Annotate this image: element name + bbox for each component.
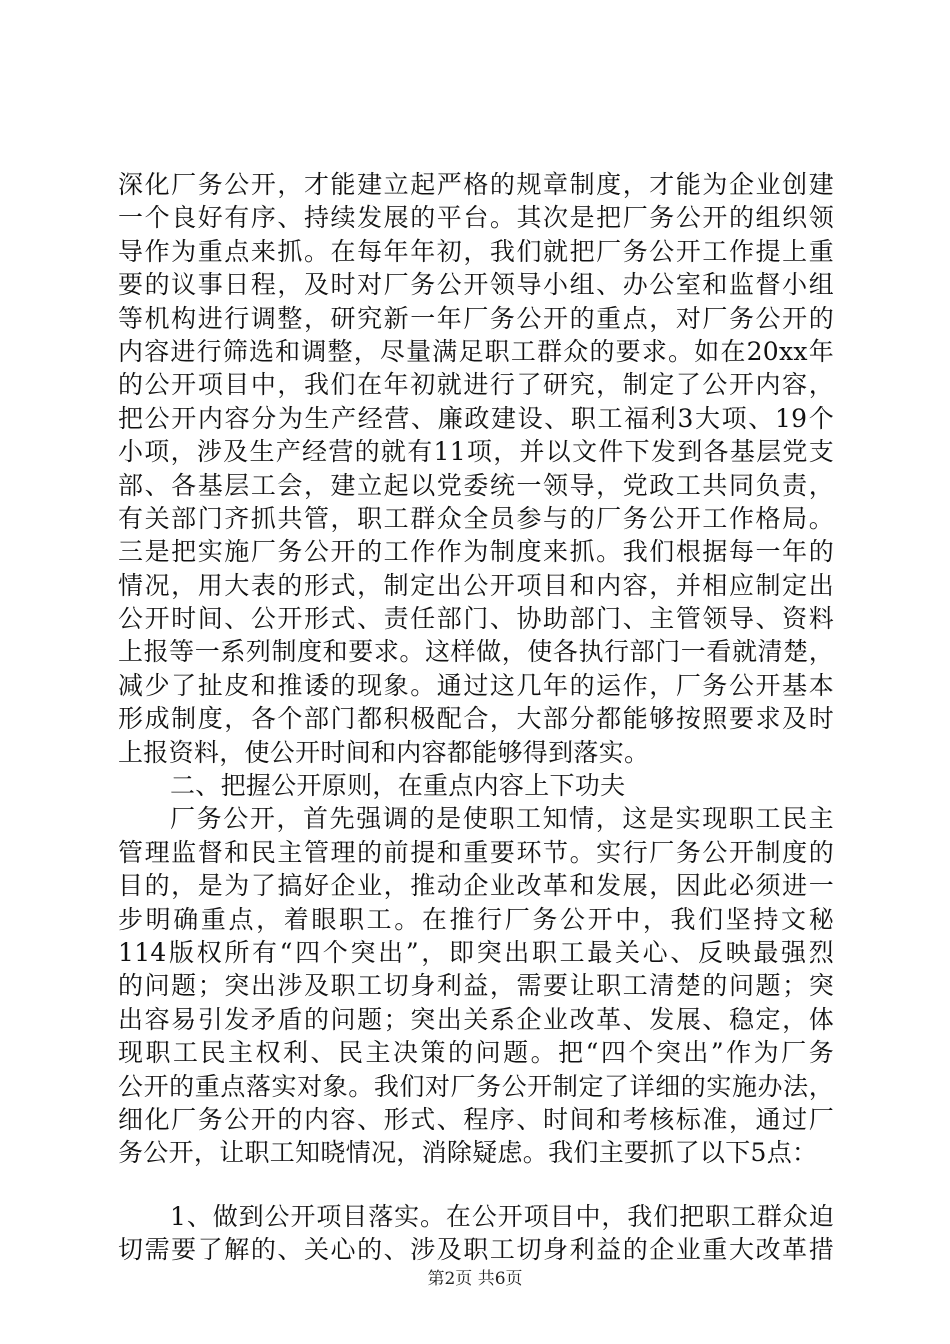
- text-line: 有关部门齐抓共管，职工群众全员参与的厂务公开工作格局。: [118, 503, 834, 533]
- text-line: 现职工民主权利、民主决策的问题。把“四个突出”作为厂务: [118, 1038, 834, 1068]
- text-line: 把公开内容分为生产经营、廉政建设、职工福利3大项、19个: [118, 403, 834, 433]
- text-line: 细化厂务公开的内容、形式、程序、时间和考核标准，通过厂: [118, 1104, 834, 1134]
- text-line: 导作为重点来抓。在每年年初，我们就把厂务公开工作提上重: [118, 236, 834, 266]
- text-line: 形成制度，各个部门都积极配合，大部分都能够按照要求及时: [118, 704, 834, 734]
- body-text: [118, 168, 834, 1267]
- text-line: 内容进行筛选和调整，尽量满足职工群众的要求。如在20xx年: [118, 336, 834, 366]
- paragraph-3: [118, 1200, 834, 1267]
- paragraph-gap: [118, 1170, 834, 1200]
- text-line: 小项，涉及生产经营的就有11项，并以文件下发到各基层党支: [118, 437, 834, 467]
- text-line: 出容易引发矛盾的问题；突出关系企业改革、发展、稳定，体: [118, 1004, 834, 1034]
- text-line: 步明确重点，着眼职工。在推行厂务公开中，我们坚持文秘: [118, 904, 834, 934]
- text-line: 公开的重点落实对象。我们对厂务公开制定了详细的实施办法，: [118, 1071, 834, 1101]
- text-line: 的公开项目中，我们在年初就进行了研究，制定了公开内容，: [118, 370, 834, 400]
- text-line: 114版权所有“四个突出”，即突出职工最关心、反映最强烈: [118, 937, 834, 967]
- paragraph-2: [118, 802, 834, 1169]
- text-line: 深化厂务公开，才能建立起严格的规章制度，才能为企业创建: [118, 170, 834, 199]
- text-line: 上报等一系列制度和要求。这样做，使各执行部门一看就清楚，: [118, 637, 834, 667]
- text-line: 公开时间、公开形式、责任部门、协助部门、主管领导、资料: [118, 604, 834, 634]
- section-heading: 二、把握公开原则，在重点内容上下功夫: [170, 771, 626, 801]
- paragraph-1: [118, 168, 834, 769]
- text-line: 的问题；突出涉及职工切身利益，需要让职工清楚的问题；突: [118, 971, 834, 1001]
- text-line: 情况，用大表的形式，制定出公开项目和内容，并相应制定出: [118, 570, 834, 600]
- page-footer: 第2页 共6页: [427, 1269, 523, 1289]
- text-line: 上报资料，使公开时间和内容都能够得到落实。: [118, 737, 650, 767]
- text-line: 等机构进行调整，研究新一年厂务公开的重点，对厂务公开的: [118, 303, 834, 333]
- text-line: 一个良好有序、持续发展的平台。其次是把厂务公开的组织领: [118, 203, 834, 233]
- text-line: 管理监督和民主管理的前提和重要环节。实行厂务公开制度的: [118, 837, 834, 867]
- text-line: 减少了扯皮和推诿的现象。通过这几年的运作，厂务公开基本: [118, 670, 834, 700]
- text-line: 厂务公开，首先强调的是使职工知情，这是实现职工民主: [170, 804, 834, 834]
- text-line: 务公开，让职工知晓情况，消除疑虑。我们主要抓了以下5点：: [118, 1138, 818, 1168]
- text-line: 目的，是为了搞好企业，推动企业改革和发展，因此必须进一: [118, 871, 834, 901]
- text-line: 1、做到公开项目落实。在公开项目中，我们把职工群众迫: [170, 1201, 834, 1231]
- text-line: 三是把实施厂务公开的工作作为制度来抓。我们根据每一年的: [118, 537, 834, 567]
- text-line: 部、各基层工会，建立起以党委统一领导，党政工共同负责，: [118, 470, 834, 500]
- text-line: 切需要了解的、关心的、涉及职工切身利益的企业重大改革措: [118, 1235, 834, 1265]
- text-line: 要的议事日程，及时对厂务公开领导小组、办公室和监督小组: [118, 270, 834, 300]
